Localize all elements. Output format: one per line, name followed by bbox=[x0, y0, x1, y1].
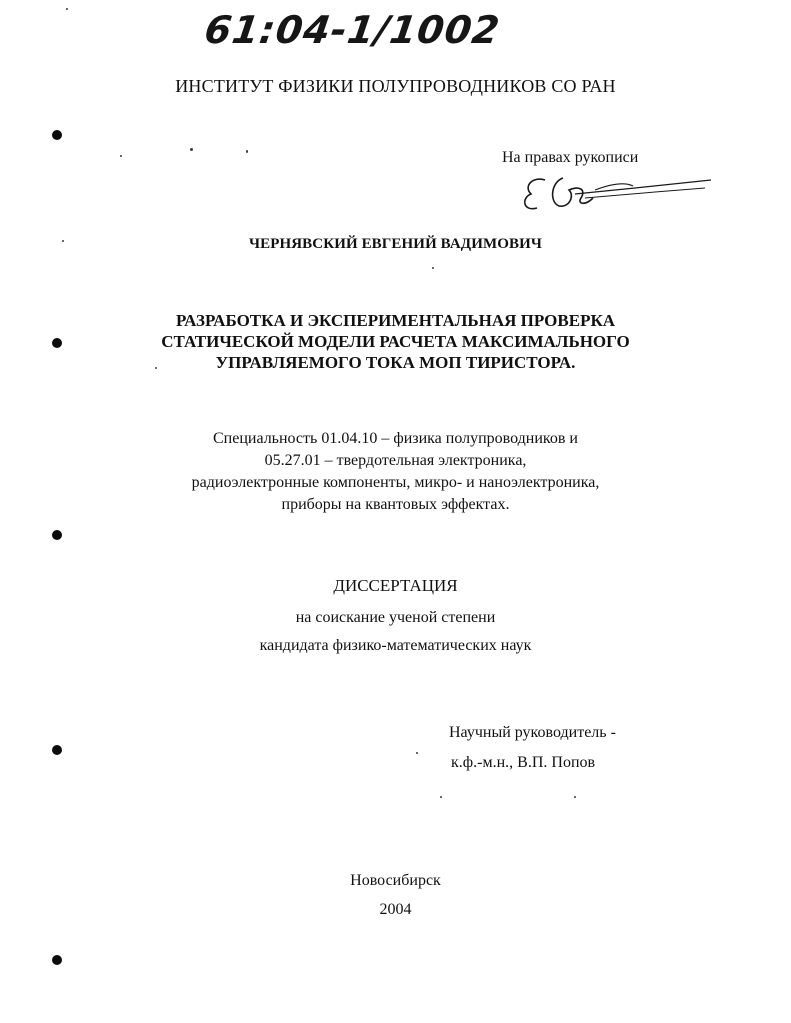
specialty-line: радиоэлектронные компоненты, микро- и наноэлектроника, bbox=[191, 474, 600, 491]
scan-speck bbox=[432, 267, 434, 269]
punch-hole-mark bbox=[52, 530, 62, 540]
author-name: ЧЕРНЯВСКИЙ ЕВГЕНИЙ ВАДИМОВИЧ bbox=[249, 236, 542, 252]
manuscript-rights-note: На правах рукописи bbox=[502, 149, 639, 166]
year: 2004 bbox=[379, 901, 412, 918]
archive-code: 61:04-1/1002 bbox=[201, 8, 503, 52]
signature bbox=[515, 168, 715, 218]
specialty-line: приборы на квантовых эффектах. bbox=[281, 496, 510, 513]
advisor-label: Научный руководитель - bbox=[449, 724, 616, 741]
specialty-line: Специальность 01.04.10 – физика полупроводников и bbox=[212, 430, 578, 447]
punch-hole-mark bbox=[52, 955, 62, 965]
punch-hole-mark bbox=[52, 745, 62, 755]
scan-speck bbox=[190, 148, 193, 151]
title-line: СТАТИЧЕСКОЙ МОДЕЛИ РАСЧЕТА МАКСИМАЛЬНОГО bbox=[161, 332, 630, 351]
scan-speck bbox=[120, 155, 122, 157]
dissertation-title bbox=[0, 310, 791, 373]
institute-name: ИНСТИТУТ ФИЗИКИ ПОЛУПРОВОДНИКОВ СО РАН bbox=[175, 76, 616, 96]
title-line: УПРАВЛЯЕМОГО ТОКА МОП ТИРИСТОРА. bbox=[215, 353, 576, 372]
document-type: ДИССЕРТАЦИЯ bbox=[333, 576, 458, 595]
scan-speck bbox=[246, 150, 248, 153]
punch-hole-mark bbox=[52, 130, 62, 140]
scan-speck bbox=[155, 367, 157, 369]
punch-hole-mark bbox=[52, 338, 62, 348]
scan-speck bbox=[440, 796, 442, 798]
scan-speck bbox=[66, 8, 68, 10]
advisor-name: к.ф.-м.н., В.П. Попов bbox=[451, 754, 596, 771]
scan-speck bbox=[574, 796, 576, 798]
specialty-block bbox=[0, 428, 791, 516]
city: Новосибирск bbox=[350, 872, 441, 889]
scan-speck bbox=[416, 752, 418, 754]
degree-line: на соискание ученой степени bbox=[295, 609, 496, 626]
degree-field: кандидата физико-математических наук bbox=[259, 637, 532, 654]
specialty-line: 05.27.01 – твердотельная электроника, bbox=[264, 452, 527, 469]
scan-speck bbox=[62, 240, 64, 242]
title-line: РАЗРАБОТКА И ЭКСПЕРИМЕНТАЛЬНАЯ ПРОВЕРКА bbox=[175, 311, 616, 330]
